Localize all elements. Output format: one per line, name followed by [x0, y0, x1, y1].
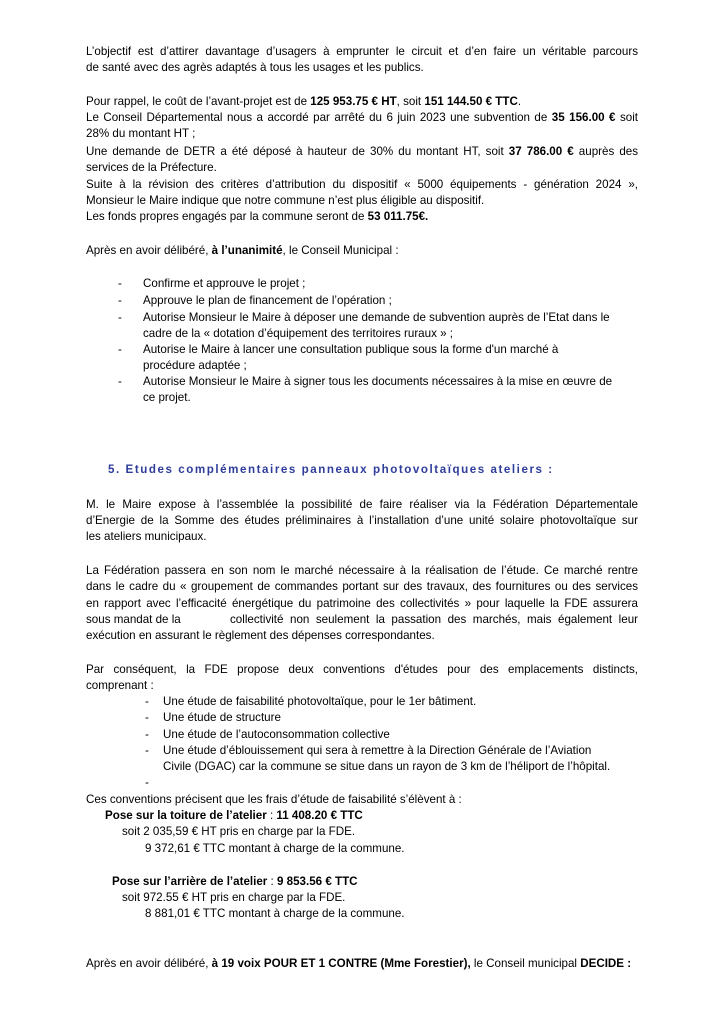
list-bullet: - — [118, 375, 122, 388]
fee-rear-title: Pose sur l’arrière de l’atelier : 9 853.56 € TTC — [112, 875, 358, 888]
fees-intro: Ces conventions précisent que les frais d’étude de faisabilité s’élèvent à : — [86, 793, 462, 806]
p2-line-3: en rapport avec l’efficacité énergétique du patrimoine des collectivités » pour laquelle la FDE assurera — [86, 597, 638, 610]
study-item: Une étude de structure — [163, 711, 281, 724]
list-item-cont: procédure adaptée ; — [143, 359, 247, 372]
p3-line-2: comprenant : — [86, 679, 154, 692]
p2-line-1: La Fédération passera en son nom le marché nécessaire à la réalisation de l’étude. Ce marché rentre — [86, 564, 638, 577]
fee-roof-title: Pose sur la toiture de l’atelier : 11 408.20 € TTC — [105, 809, 363, 822]
list-item: Approuve le plan de financement de l’opération ; — [143, 294, 392, 307]
cost-line-2: Le Conseil Départemental nous a accordé par arrêté du 6 juin 2023 une subvention de 35 156.00 € soit — [86, 111, 638, 124]
list-item: Confirme et approuve le projet ; — [143, 277, 306, 290]
fee-roof-commune: 9 372,61 € TTC montant à charge de la commune. — [145, 842, 405, 855]
list-item-cont: cadre de la « dotation d’équipement des territoires ruraux » ; — [143, 327, 453, 340]
list-bullet: - — [118, 311, 122, 324]
section-heading: 5. Etudes complémentaires panneaux photovoltaïques ateliers : — [108, 463, 554, 476]
cost-line-3: 28% du montant HT ; — [86, 127, 196, 140]
p1-line-2: d’Energie de la Somme des études préliminaires à l’installation d’une unité solaire photovoltaïque sur — [86, 514, 638, 527]
vote-decision: Après en avoir délibéré, à 19 voix POUR ET 1 CONTRE (Mme Forestier), le Conseil municipal DECIDE : — [86, 957, 632, 970]
p2-line-5: exécution en assurant le règlement des dépenses correspondantes. — [86, 629, 435, 642]
fee-rear-fde: soit 972.55 € HT pris en charge par la FDE. — [122, 891, 346, 904]
list-bullet: - — [118, 277, 122, 290]
study-item: Une étude de l’autoconsommation collective — [163, 728, 390, 741]
study-item: Une étude d’éblouissement qui sera à remettre à la Direction Générale de l’Aviation — [163, 744, 592, 757]
cost-line-4: Une demande de DETR a été déposé à hauteur de 30% du montant HT, soit 37 786.00 € auprès des — [86, 145, 639, 158]
list-bullet: - — [118, 343, 122, 356]
list-bullet: - — [118, 294, 122, 307]
intro-line-2: de santé avec des agrès adaptés à tous les usages et les publics. — [86, 61, 424, 74]
list-item-cont: ce projet. — [143, 391, 191, 404]
fee-roof-fde: soit 2 035,59 € HT pris en charge par la FDE. — [122, 825, 356, 838]
cost-line-7: Monsieur le Maire indique que notre commune n’est plus éligible au dispositif. — [86, 194, 485, 207]
study-item: Une étude de faisabilité photovoltaïque, pour le 1er bâtiment. — [163, 695, 477, 708]
p2-line-2: dans le cadre du « groupement de commandes portant sur des travaux, des fournitures ou des services — [86, 580, 638, 593]
list-bullet: - — [145, 711, 149, 724]
cost-line-5: services de la Préfecture. — [86, 161, 217, 174]
list-item: Autorise Monsieur le Maire à déposer une demande de subvention auprès de l’Etat dans le — [143, 311, 610, 324]
intro-line-1: L’objectif est d’attirer davantage d’usagers à emprunter le circuit et d’en faire un véritable parcours — [86, 45, 638, 58]
fee-rear-commune: 8 881,01 € TTC montant à charge de la commune. — [145, 907, 405, 920]
study-item-cont: Civile (DGAC) car la commune se situe dans un rayon de 3 km de l’héliport de l’hôpital. — [163, 760, 611, 773]
vote-unanimity: Après en avoir délibéré, à l’unanimité, le Conseil Municipal : — [86, 244, 399, 257]
list-bullet-empty: - — [145, 776, 149, 789]
list-bullet: - — [145, 728, 149, 741]
cost-line-6: Suite à la révision des critères d’attribution du dispositif « 5000 équipements - génération 2024 », — [86, 178, 638, 191]
p1-line-3: les ateliers municipaux. — [86, 530, 207, 543]
list-bullet: - — [145, 695, 149, 708]
p2-line-4b: collectivité non seulement la passation des marchés, mais également leur — [230, 613, 638, 626]
list-item: Autorise Monsieur le Maire à signer tous les documents nécessaires à la mise en œuvre de — [143, 375, 613, 388]
cost-line-1: Pour rappel, le coût de l’avant-projet est de 125 953.75 € HT, soit 151 144.50 € TTC. — [86, 95, 522, 108]
list-bullet: - — [145, 744, 149, 757]
p1-line-1: M. le Maire expose à l’assemblée la possibilité de faire réaliser via la Fédération Départementale — [86, 498, 638, 511]
p2-line-4a: sous mandat de la — [86, 613, 181, 626]
p3-line-1: Par conséquent, la FDE propose deux conventions d'études pour des emplacements distincts, — [86, 663, 638, 676]
cost-line-8: Les fonds propres engagés par la commune seront de 53 011.75€. — [86, 210, 429, 223]
list-item: Autorise le Maire à lancer une consultation publique sous la forme d'un marché à — [143, 343, 559, 356]
